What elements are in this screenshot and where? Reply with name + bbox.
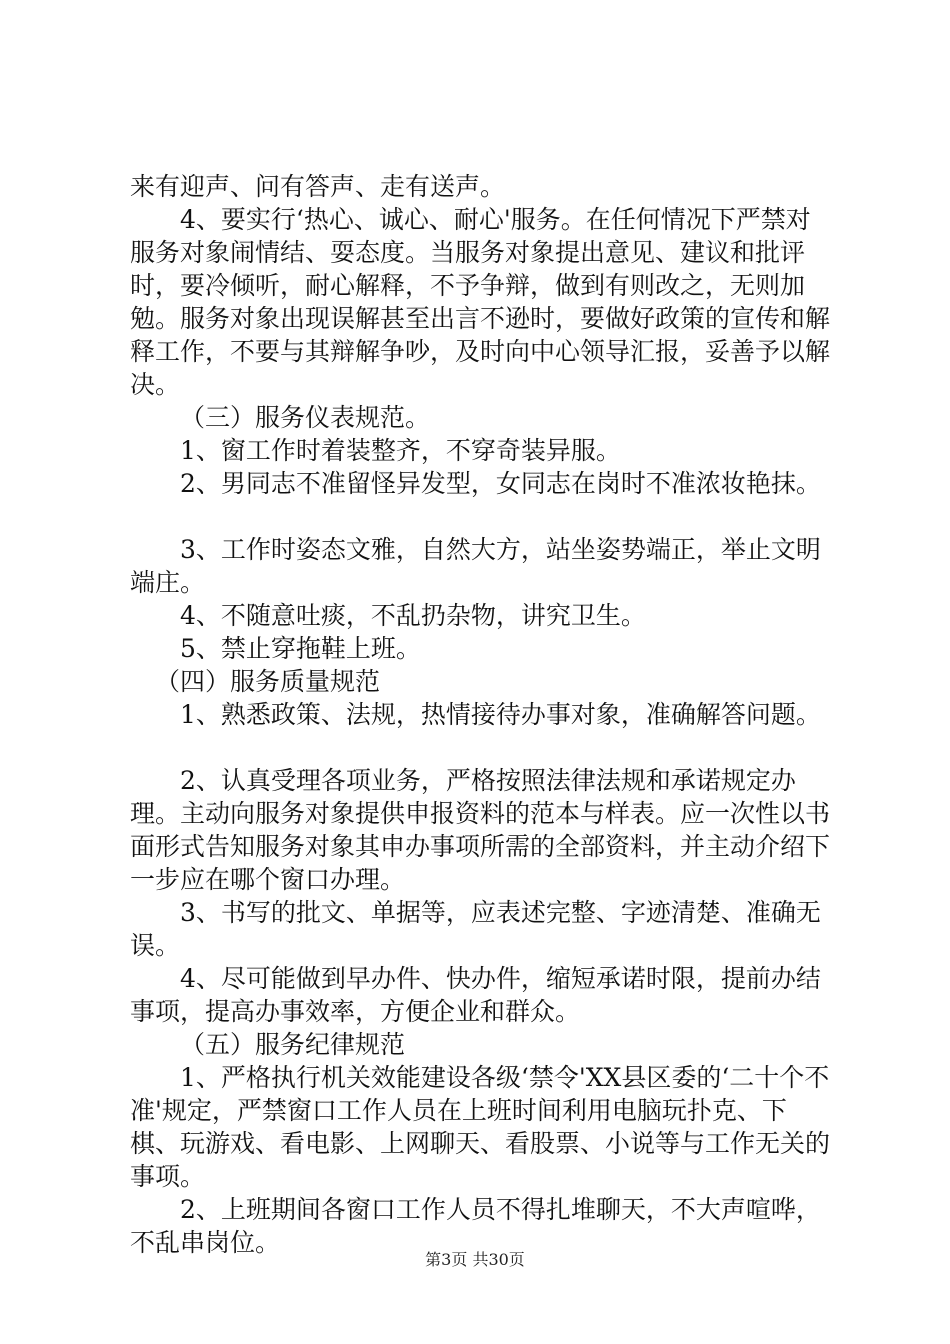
paragraph: 来有迎声、问有答声、走有送声。 — [130, 172, 506, 201]
document-body — [130, 170, 835, 1259]
paragraph: 3、书写的批文、单据等，应表述完整、字迹清楚、准确无误。 — [130, 898, 821, 960]
paragraph: 5、禁止穿拖鞋上班。 — [180, 634, 421, 663]
section-heading: （三）服务仪表规范。 — [180, 403, 431, 432]
paragraph: 1、熟悉政策、法规，热情接待办事对象，准确解答问题。 — [180, 700, 821, 729]
paragraph: 2、上班期间各窗口工作人员不得扎堆聊天，不大声喧哗，不乱串岗位。 — [130, 1195, 821, 1257]
section-heading: （五）服务纪律规范 — [180, 1030, 406, 1059]
paragraph: 1、严格执行机关效能建设各级‘禁令'XX县区委的‘二十个不准'规定，严禁窗口工作人员在上班时间利用电脑玩扑克、下棋、玩游戏、看电影、上网聊天、看股票、小说等与工作无关的事项。 — [130, 1063, 831, 1191]
paragraph: 4、尽可能做到早办件、快办件，缩短承诺时限，提前办结事项，提高办事效率，方便企业和群众。 — [130, 964, 821, 1026]
paragraph: 4、不随意吐痰，不乱扔杂物，讲究卫生。 — [180, 601, 646, 630]
paragraph: 3、工作时姿态文雅，自然大方，站坐姿势端正，举止文明端庄。 — [130, 535, 821, 597]
paragraph: 2、认真受理各项业务，严格按照法律法规和承诺规定办理。主动向服务对象提供申报资料的范本与样表。应一次性以书面形式告知服务对象其申办事项所需的全部资料，并主动介绍下一步应在哪个窗口办理。 — [130, 766, 831, 894]
paragraph: 4、要实行‘热心、诚心、耐心'服务。在任何情况下严禁对服务对象闹情结、耍态度。当服务对象提出意见、建议和批评时，要冷倾听，耐心解释，不予争辩，做到有则改之，无则加勉。服务对象出现误解甚至出言不逊时，要做好政策的宣传和解释工作，不要与其辩解争吵，及时向中心领导汇报，妥善予以解决。 — [130, 205, 831, 399]
section-heading: （四）服务质量规范 — [155, 667, 381, 696]
paragraph: 1、窗工作时着装整齐，不穿奇装异服。 — [180, 436, 621, 465]
paragraph: 2、男同志不准留怪异发型，女同志在岗时不准浓妆艳抹。 — [180, 469, 821, 498]
page-number: 第3页 共30页 — [425, 1250, 525, 1269]
